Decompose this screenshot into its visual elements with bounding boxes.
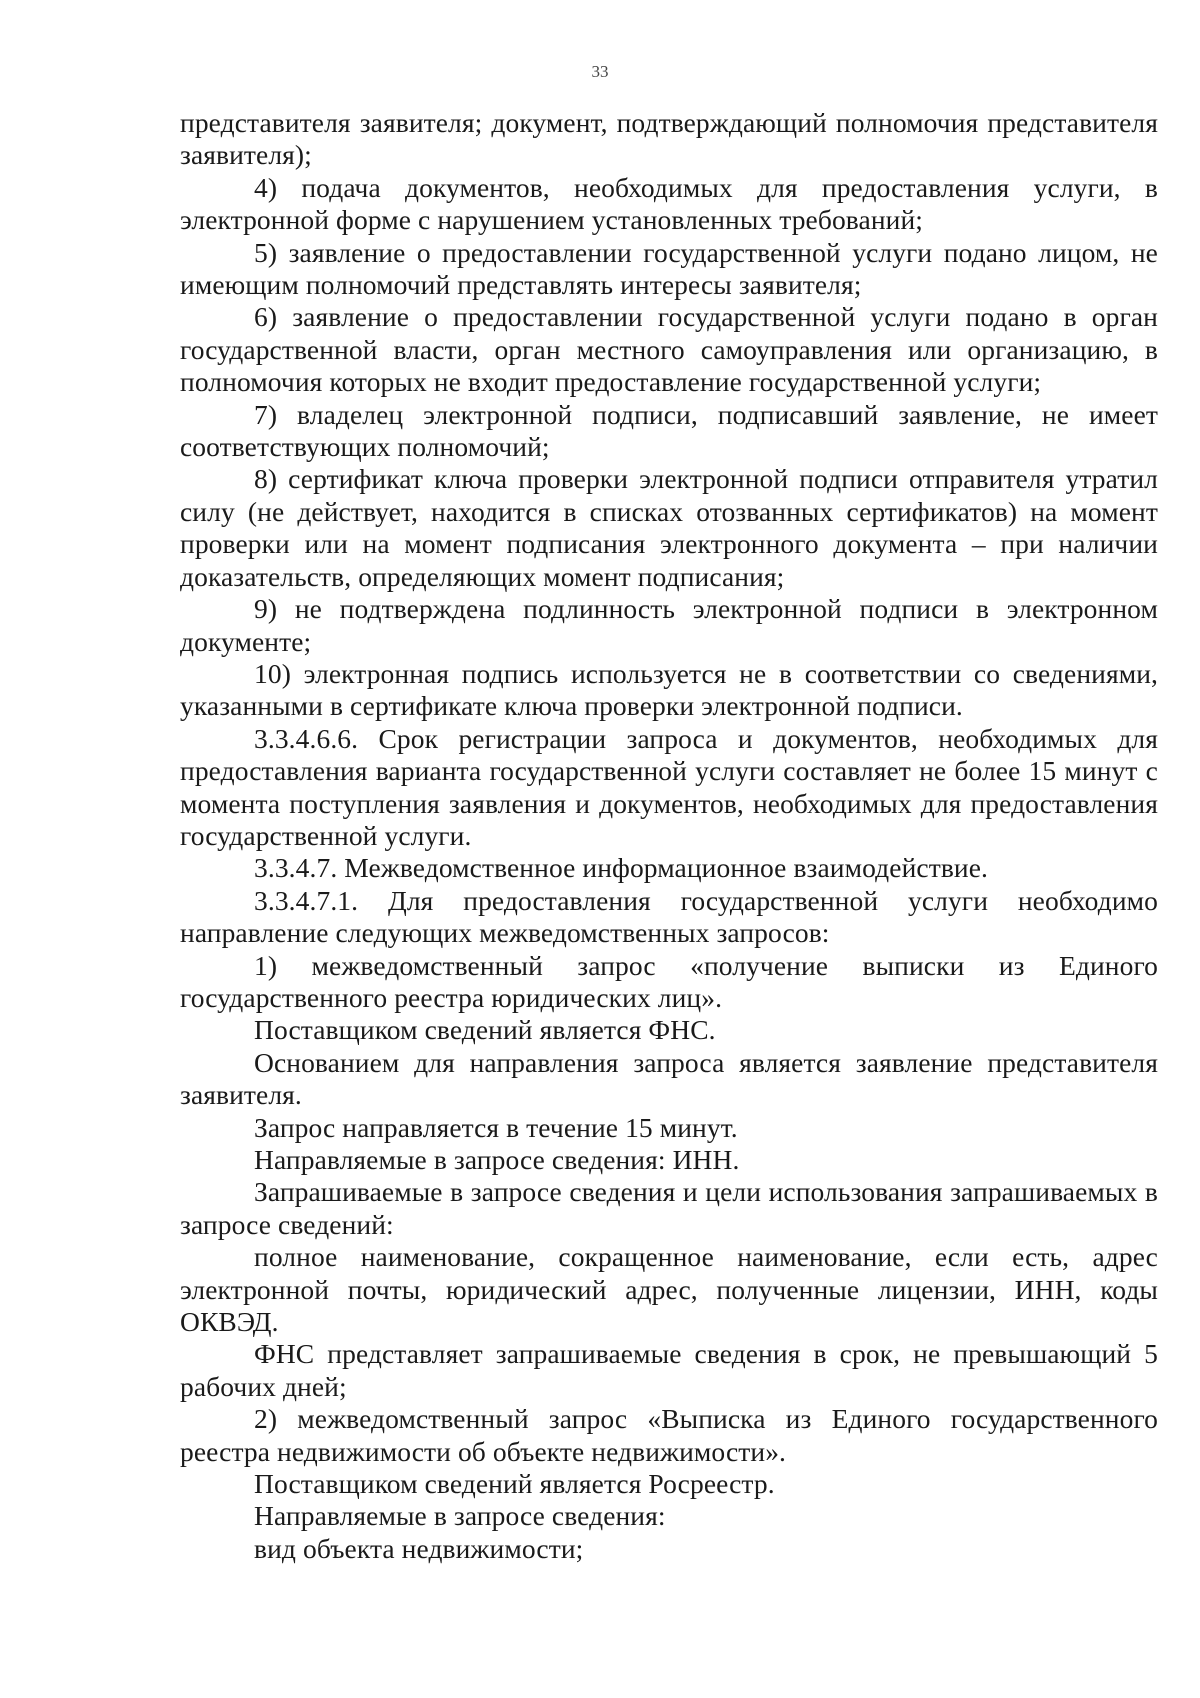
paragraph: полное наименование, сокращенное наименование, если есть, адрес электронной почты, юридический адрес, полученные лицензии, ИНН, коды ОКВЭД. (180, 1241, 1158, 1338)
paragraph: Поставщиком сведений является Росреестр. (254, 1468, 775, 1500)
paragraph: Запрашиваемые в запросе сведения и цели использования запрашиваемых в запросе сведений: (180, 1176, 1158, 1240)
paragraph: 3.3.4.7. Межведомственное информационное взаимодействие. (254, 852, 989, 884)
paragraph: представителя заявителя; документ, подтверждающий полномочия представителя заявителя); (180, 107, 1158, 171)
paragraph: 3.3.4.7.1. Для предоставления государственной услуги необходимо направление следующих межведомственных запросов: (180, 884, 1158, 949)
document-body (180, 107, 1158, 1565)
paragraph: Поставщиком сведений является ФНС. (254, 1014, 716, 1046)
paragraph: 9) не подтверждена подлинность электронной подписи в электронном документе; (180, 593, 1158, 657)
paragraph: 7) владелец электронной подписи, подписавший заявление, не имеет соответствующих полномочий; (180, 398, 1158, 463)
paragraph: 4) подача документов, необходимых для предоставления услуги, в электронной форме с нарушением установленных требований; (180, 171, 1158, 236)
paragraph: Направляемые в запросе сведения: ИНН. (254, 1144, 740, 1175)
paragraph: 1) межведомственный запрос «получение выписки из Единого государственного реестра юридических лиц». (180, 949, 1158, 1013)
paragraph: 5) заявление о предоставлении государственной услуги подано лицом, не имеющим полномочий представлять интересы заявителя; (180, 236, 1158, 301)
paragraph: ФНС представляет запрашиваемые сведения в срок, не превышающий 5 рабочих дней; (180, 1338, 1158, 1402)
page-number: 33 (591, 62, 609, 81)
paragraph: 10) электронная подпись используется не в соответствии со сведениями, указанными в сертификате ключа проверки электронной подписи. (180, 657, 1158, 722)
paragraph: Запрос направляется в течение 15 минут. (254, 1111, 738, 1143)
paragraph: 8) сертификат ключа проверки электронной подписи отправителя утратил силу (не действует, находится в списках отозванных сертификатов) на момент проверки или на момент подписания электронного документа – при наличии доказательств, определяющих момент подписания; (180, 463, 1158, 592)
paragraph: 6) заявление о предоставлении государственной услуги подано в орган государственной власти, орган местного самоуправления или организацию, в полномочия которых не входит предоставление государственной услуги; (180, 301, 1158, 398)
paragraph: 3.3.4.6.6. Срок регистрации запроса и документов, необходимых для предоставления варианта государственной услуги составляет не более 15 минут с момента поступления заявления и документов, необходимых для предоставления государственной услуги. (180, 722, 1158, 851)
paragraph: 2) межведомственный запрос «Выписка из Единого государственного реестра недвижимости об объекте недвижимости». (180, 1403, 1158, 1467)
paragraph: вид объекта недвижимости; (254, 1532, 584, 1564)
paragraph: Направляемые в запросе сведения: (254, 1500, 666, 1532)
paragraph: Основанием для направления запроса является заявление представителя заявителя. (180, 1046, 1158, 1111)
